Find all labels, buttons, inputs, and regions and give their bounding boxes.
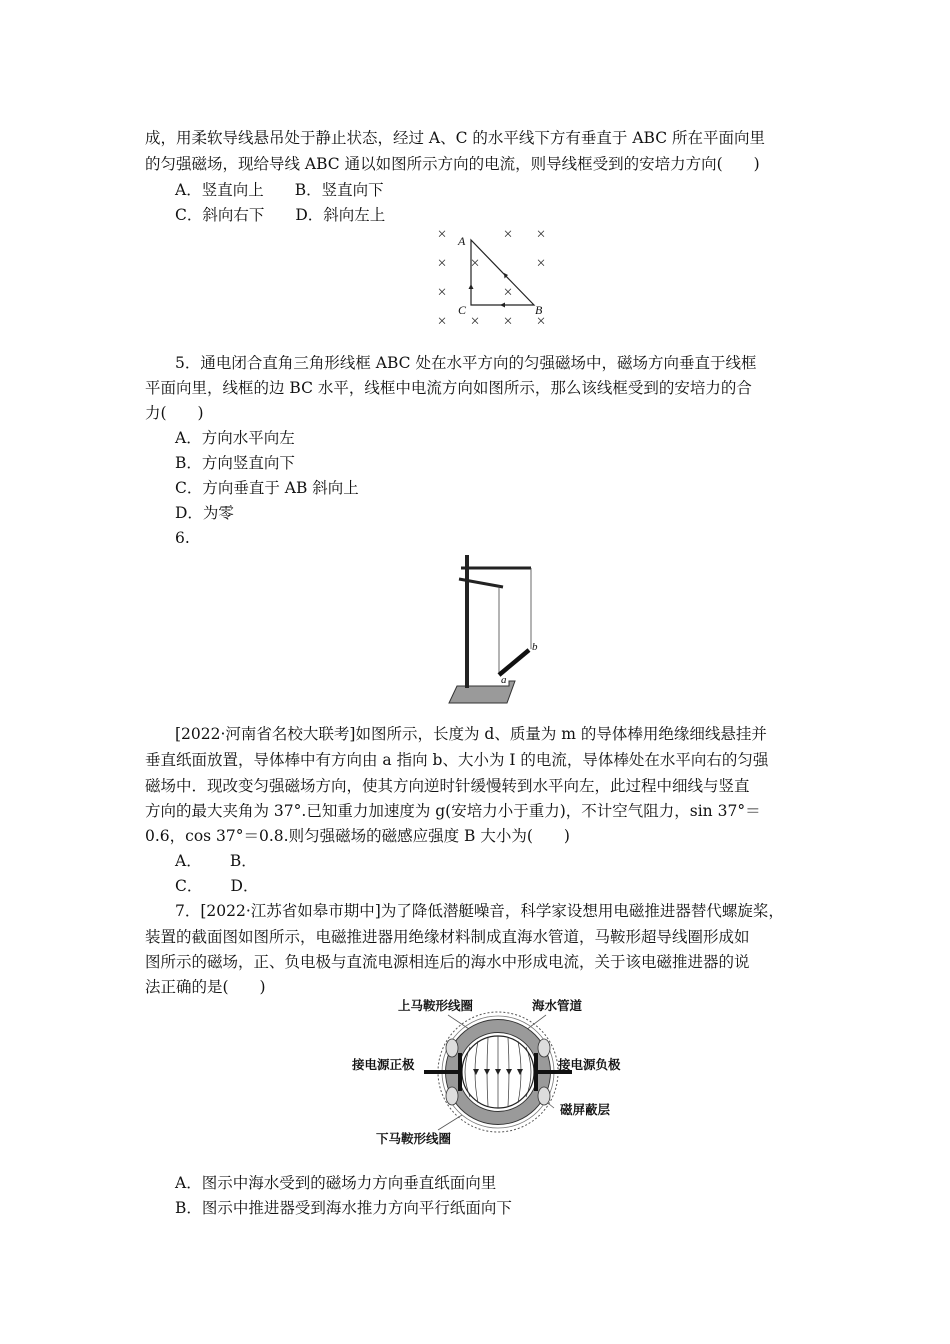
q6-number: 6.: [175, 529, 190, 547]
q5-line-1: 5．通电闭合直角三角形线框 ABC 处在水平方向的匀强磁场中，磁场方向垂直于线框: [175, 354, 757, 372]
q4-triangle-field-figure: [428, 222, 558, 332]
label-b: b: [532, 641, 538, 653]
coil-end: [446, 1087, 458, 1105]
cross-mark: ×: [470, 255, 480, 272]
label-shield: 磁屏蔽层: [560, 1102, 611, 1117]
coil-end: [446, 1039, 458, 1057]
coil-end: [538, 1087, 550, 1105]
cross-mark: ×: [536, 255, 546, 272]
q7-line-4: 法正确的是( ): [145, 978, 266, 996]
label-upper-coil: 上马鞍形线圈: [398, 998, 474, 1013]
q5-line-3: 力( ): [145, 404, 204, 422]
label-c: C: [458, 303, 467, 317]
q6-line-2: 垂直纸面放置，导体棒中有方向由 a 指向 b、大小为 I 的电流，导体棒处在水平向右的匀强: [145, 751, 769, 769]
label-lower-coil: 下马鞍形线圈: [376, 1131, 452, 1146]
cross-mark: ×: [503, 226, 513, 243]
q7-line-1: 7．[2022·江苏省如皋市期中]为了降低潜艇噪音，科学家设想用电磁推进器替代螺旋桨，: [175, 902, 784, 920]
q7-line-2: 装置的截面图如图所示，电磁推进器用绝缘材料制成直海水管道，马鞍形超导线圈形成如: [145, 928, 750, 946]
cross-mark: ×: [437, 226, 447, 243]
cross-mark: ×: [470, 313, 480, 330]
stand-pole: [465, 555, 469, 688]
cross-mark: ×: [503, 284, 513, 301]
cross-mark: ×: [536, 226, 546, 243]
label-positive: 接电源正极: [352, 1057, 415, 1072]
q5-option-c: C．方向垂直于 AB 斜向上: [175, 479, 359, 497]
cross-mark: ×: [437, 313, 447, 330]
current-arrow-bc: [500, 303, 505, 308]
label-pipe: 海水管道: [532, 998, 583, 1013]
cross-mark: ×: [536, 313, 546, 330]
cross-mark: ×: [437, 284, 447, 301]
q6-line-4: 方向的最大夹角为 37°.已知重力加速度为 g(安培力小于重力)，不计空气阻力，sin 37°＝: [145, 802, 761, 820]
q7-option-a: A．图示中海水受到的磁场力方向垂直纸面向里: [175, 1174, 497, 1192]
q7-option-b: B．图示中推进器受到海水推力方向平行纸面向下: [175, 1199, 512, 1217]
q4-line-2: 的匀强磁场，现给导线 ABC 通以如图所示方向的电流，则导线框受到的安培力方向( ): [145, 155, 760, 173]
q5-option-d: D．为零: [175, 504, 234, 522]
conductor-rod: [499, 650, 529, 675]
q5-line-2: 平面向里，线框的边 BC 水平，线框中电流方向如图所示，那么该线框受到的安培力的合: [145, 379, 752, 397]
current-arrow-ca: [469, 284, 474, 289]
coil-end: [538, 1039, 550, 1057]
cross-mark: ×: [503, 313, 513, 330]
q6-line-1: [2022·河南省名校大联考]如图所示，长度为 d、质量为 m 的导体棒用绝缘细线悬挂并: [175, 725, 767, 743]
q5-option-b: B．方向竖直向下: [175, 454, 295, 472]
q4-option-cd: C．斜向右下 D．斜向左上: [175, 206, 386, 224]
q6-line-5: 0.6，cos 37°＝0.8.则匀强磁场的磁感应强度 B 大小为( ): [145, 827, 570, 845]
label-a: A: [458, 234, 466, 248]
q7-line-3: 图所示的磁场，正、负电极与直流电源相连后的海水中形成电流，关于该电磁推进器的说: [145, 953, 750, 971]
q4-line-1: 成，用柔软导线悬吊处于静止状态，经过 A、C 的水平线下方有垂直于 ABC 所在平面向里: [145, 129, 765, 147]
q4-option-ab: A．竖直向上 B．竖直向下: [175, 181, 384, 199]
cross-marks: [437, 226, 545, 330]
cross-mark: ×: [437, 255, 447, 272]
q6-line-3: 磁场中．现改变匀强磁场方向，使其方向逆时针缓慢转到水平向左，此过程中细线与竖直: [145, 777, 750, 795]
q6-option-ab: A． B．: [175, 852, 257, 870]
q7-propulsion-figure: [340, 993, 640, 1153]
label-a: a: [501, 674, 507, 686]
label-negative: 接电源负极: [558, 1057, 621, 1072]
q6-stand-figure: [445, 553, 555, 710]
label-b: B: [535, 303, 543, 317]
q5-option-a: A．方向水平向左: [175, 429, 295, 447]
q6-option-cd: C． D．: [175, 877, 259, 895]
